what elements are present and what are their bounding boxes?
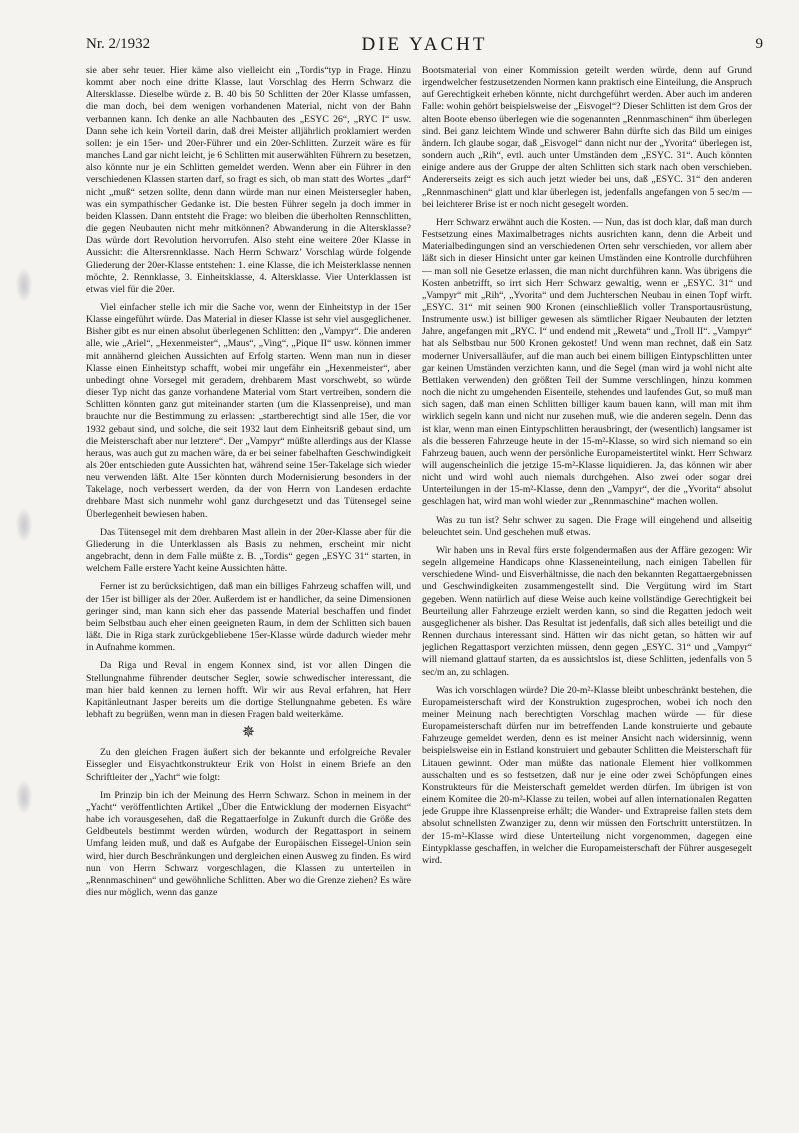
paragraph: Ferner ist zu berücksichtigen, daß man ein billiges Fahrzeug schaffen will, und der 15er ist billiger als der 20er. Außerdem ist er handlicher, da seine Dimensionen geringer sind, man kann sich eher das passende Material beschaffen und findet beim Selbstbau auch eher einen geeigneten Raum, in dem der Schlitten sich bauen läßt. Die in Riga stark zurückgebliebene 15er-Klasse würde dadurch wieder mehr in Aufnahme kommen. bbox=[86, 581, 411, 654]
paragraph: sie aber sehr teuer. Hier käme also vielleicht ein „Tordis“typ in Frage. Hinzu kommt aber noch eine dritte Klasse, laut Vorschlag des Herrn Schwarz die Altersklasse. Dieselbe würde z. B. 40 bis 50 Schlitten der 20er Klasse umfassen, die man doch, bei dem wenigen vorhandenen Material, nicht von der Bahn verbannen kann. Ich denke an alle Nachbauten des „ESYC 26“, „RYC I“ usw. Dann sehe ich kein Vorteil darin, daß drei Meister alljährlich proklamiert werden sollen: je ein 15er- und 20er-Führer und ein 20er-Schlitten. Zurzeit wäre es für manches Land gar nicht leicht, je 6 Schlitten mit auserwählten Führern zu besetzen, also könnte nur je ein Schlitten gemeldet werden. Wenn aber ein Führer in den verschiedenen Klassen starten darf, so fragt es sich, ob man statt des Wortes „darf“ nicht „muß“ setzen sollte, denn dann würde man nur einen Meistersegler haben, was ein sympathischer Gedanke ist. Die besten Führer segeln ja doch immer in beiden Klassen. Dann entsteht die Frage: wo bleiben die überholten Rennschlitten, die gegen Neubauten nicht mehr mitkönnen? Abwanderung in die Altersklasse? Das würde dort Revolution hervorrufen. Also steht eine weitere 20er Klasse in Aussicht: die Altersrennklasse. Nach Herrn Schwarz’ Vorschlag würde folgende Gliederung der 20er-Klasse entstehen: 1. eine Klasse, die ich Meisterklasse nennen möchte, 2. Rennklasse, 3. Einheitsklasse, 4. Altersklasse. Vier Unterklassen ist etwas viel für die 20er. bbox=[86, 65, 411, 295]
punch-hole-mark bbox=[16, 268, 32, 302]
paragraph: Wir haben uns in Reval fürs erste folgendermaßen aus der Affäre gezogen: Wir segeln allgemeine Handicaps ohne Klasseneinteilung, nach einigen Tabellen für verschiedene Wind- und Eisverhältnisse, die nach den bekannten Regattaergebnissen und Geschwindigkeiten zusammengestellt sind. Die Vergütung wird im Start gegeben. Wenn natürlich auf diese Weise auch keine vollständige Gerechtigkeit bei Beurteilung aller Fahrzeuge erzielt werden kann, so sind die Regatten jedoch weit ausgeglichener als bisher. Das Resultat ist jedenfalls, daß sich alles beteiligt und die Rennen durchaus interessant sind. Hätten wir das nicht getan, so hätten wir auf jeglichen Regattasport verzichten müssen, denn gegen „ESYC. 31“ und „Vampyr“ will niemand glattauf starten, da es aussichtslos ist, diese Schlitten, jedenfalls von 5 sec/m an, zu schlagen. bbox=[422, 544, 752, 678]
paragraph: Da Riga und Reval in engem Konnex sind, ist vor allen Dingen die Stellungnahme führender deutscher Segler, sowie schwedischer interessant, die man hier bald kennen zu lernen hofft. Wir wir aus Reval erfahren, hat Herr Kapitänleutnant Jasper bereits um die dortige Stellungnahme gebeten. Es wäre lebhaft zu begrüßen, wenn man in diesen Fragen bald weiterkäme. bbox=[86, 660, 411, 720]
running-header bbox=[86, 36, 763, 58]
section-separator-star: ✵ bbox=[241, 724, 256, 742]
issue-number: Nr. 2/1932 bbox=[86, 36, 151, 52]
paragraph: Was ich vorschlagen würde? Die 20-m²-Klasse bleibt unbeschränkt bestehen, die Europameisterschaft wird der Konstruktion zugesprochen, wobei ich noch den meiner Meinung nach berechtigten Vorschlag machen würde — für diese Europameisterschaft dürfen nur im betreffenden Lande konstruierte und gebaute Fahrzeuge gemeldet werden, denn es ist meiner Ansicht nach widersinnig, wenn beispielsweise ein in Estland konstruiert und gebauter Schlitten die Meisterschaft für Litauen gewinnt. Oder man müßte das nationale Element hier vollkommen ausschalten und es so festsetzen, daß nur je eine oder zwei Schöpfungen eines Konstrukteurs für die Meisterschaft gemeldet werden dürfen. Im übrigen ist von einem Komitee die 20-m²-Klasse zu teilen, wobei auf allen internationalen Regatten jede Gruppe ihre Klassenpreise erhält; die Wander- und Extrapreise fallen stets dem absolut schnellsten Zwanziger zu, denn wir müssen den Fortschritt unterstützen. In der 15-m²-Klasse wird diese Unterteilung nicht vorgenommen, dagegen eine Eintypklasse geschaffen, in welcher die Europameisterschaft der Führer ausgesegelt wird. bbox=[422, 684, 752, 866]
right-column bbox=[422, 65, 752, 1125]
page-number: 9 bbox=[755, 36, 763, 52]
left-column bbox=[86, 65, 411, 1125]
paragraph: Das Tütensegel mit dem drehbaren Mast allein in der 20er-Klasse aber für die Gliederung in die Unterklassen als Basis zu nehmen, erscheint mir nicht angebracht, denn in dem Falle müßte z. B. „Tordis“ gegen „ESYC 31“ starten, in welchem Falle erstere Yacht keine Aussichten hätte. bbox=[86, 526, 411, 575]
paragraph: Im Prinzip bin ich der Meinung des Herrn Schwarz. Schon in meinem in der „Yacht“ veröffentlichten Artikel „Über die Entwicklung der modernen Eisyacht“ habe ich vorausgesehen, daß die Regattaerfolge in Zukunft durch die Größe des Geldbeutels bestimmt werden würden, wodurch der Regattasport in seinem Umfang leiden muß, und daß es Aufgabe der Europäischen Eissegel-Union sein wird, hier durch Beschränkungen und dergleichen einen Ausweg zu finden. Es wird nun von Herrn Schwarz vorgeschlagen, die Klassen zu unterteilen in „Rennmaschinen“ und gewöhnliche Schlitten. Aber wo die Grenze ziehen? Es wäre dies nur möglich, wenn das ganze bbox=[86, 789, 411, 898]
paragraph: Zu den gleichen Fragen äußert sich der bekannte und erfolgreiche Revaler Eissegler und Eisyachtkonstrukteur Erik von Holst in einem Briefe an den Schriftleiter der „Yacht“ wie folgt: bbox=[86, 747, 411, 783]
punch-hole-mark bbox=[16, 780, 32, 814]
paragraph: Herr Schwarz erwähnt auch die Kosten. — Nun, das ist doch klar, daß man durch Festsetzung eines Maximalbetrages nichts ausrichten kann, denn die Arbeit und Materialbedingungen sind an verschiedenen Orten sehr verschieden, vor allem aber läßt sich in dieser Hinsicht unter gar keinen Umständen eine Kontrolle durchführen — man soll nie Gesetze erlassen, die man nicht durchführen kann. Was übrigens die Kosten anbetrifft, so irrt sich Herr Schwarz gewaltig, wenn er „ESYC. 31“ und „Vampyr“ mit „Rih“, „Yvorita“ und dem Juchterschen Neubau in einen Topf wirft. „ESYC. 31“ mit seinen 900 Kronen (einschließlich voller Transportausrüstung, Instrumente usw.) ist billiger gewesen als sämtlicher Rigaer Neubauten der letzten Jahre, angefangen mit „RYC. I“ und endend mit „Reweta“ und „Troll II“. „Vampyr“ hat als Selbstbau nur 500 Kronen gekostet! Und wenn man rechnet, daß ein Satz moderner Universalläufer, auf die man auch bei einem billigen Eintypschlitten unter gar keinen Umständen verzichten kann, und die Segel (man wird ja wohl nicht alte Bettlaken verwenden) den größten Teil der Summe verschlingen, hinzu kommen noch die nicht zu umgehenden Eisenteile, stehendes und laufendes Gut, so muß man sich sagen, daß man einen Schlitten billiger kaum bauen kann, will man mit ihm wirklich segeln kann und nicht nur zusehen muß, wie die anderen segeln. Denn das ist klar, wenn man einen Eintypschlitten herausbringt, der (wesentlich) langsamer ist als die besseren Fahrzeuge heute in der 15-m²-Klasse, so wird sich niemand so ein Fahrzeug bauen, auch wenn der persönliche Europameistertitel winkt. Herr Schwarz will augenscheinlich die jetzige 15-m²-Klasse liquidieren. Ja, das können wir aber nicht und wird wohl auch niemals durchgehen. Also zwei oder sogar drei Unterteilungen in der 15-m²-Klasse, denn den „Vampyr“, der die „Yvorita“ absolut geschlagen hat, wird man wohl wieder zur „Rennmaschine“ machen wollen. bbox=[422, 216, 752, 508]
paragraph: Was zu tun ist? Sehr schwer zu sagen. Die Frage will eingehend und allseitig beleuchtet sein. Und geschehen muß etwas. bbox=[422, 514, 752, 538]
paragraph: Viel einfacher stelle ich mir die Sache vor, wenn der Einheitstyp in der 15er Klasse eingeführt würde. Das Material in dieser Klasse ist sehr viel ausgeglichener. Bisher gibt es nur einen absolut überlegenen Schlitten: den „Vampyr“. Die anderen alle, wie „Ariel“, „Hexenmeister“, „Maus“, „Ving“, „Pique II“ usw. können immer mit annähernd gleichen Aussichten auf Erfolg starten. Wenn man nun in dieser Klasse einen Einheitstyp schafft, wobei mir ungefähr ein „Hexenmeister“, aber unbedingt ohne Vorsegel mit geradem, drehbarem Mast vorschwebt, so würde dieser Typ nicht das ganze vorhandene Material vom Start vertreiben, sondern die Schlitten könnten ganz gut miteinander starten (um die Klassenpreise), und man brauchte nur die Bestimmung zu erlassen: „startberechtigt sind alle 15er, die vor 1932 gebaut sind, und solche, die seit 1932 laut dem Einheitsriß gebaut sind, um die Meisterschaft aber nur letztere“. Der „Vampyr“ müßte allerdings aus der Klasse heraus, was auch gut zu machen wäre, da er bei seiner fabelhaften Geschwindigkeit als 20er entschieden gute Aussichten hat, während seine 15er-Takelage sich wieder neu verwenden läßt. Alte 15er könnten durch Modernisierung besonders in der Takelage, noch verbessert werden, da der von Herrn von Landesen erdachte drehbare Mast sich nunmehr wohl ganz durchgesetzt und das Tütensegel seine Überlegenheit bewiesen haben. bbox=[86, 301, 411, 520]
magazine-title: DIE YACHT bbox=[361, 34, 488, 55]
punch-hole-mark bbox=[16, 508, 32, 542]
paragraph: Bootsmaterial von einer Kommission geteilt werden würde, denn auf Grund irgendwelcher festzusetzenden Normen kann praktisch eine Einteilung, die Anspruch auf Gerechtigkeit erheben könnte, nicht durchgeführt werden. Aber auch im anderen Falle: wohin gehört beispielsweise der „Eisvogel“? Dieser Schlitten ist dem Gros der alten Boote ebenso überlegen wie die sogenannten „Rennmaschinen“ ihm überlegen sind. Bei ganz leichtem Winde und schwerer Bahn dürfte sich das Bild um einiges ändern. Ich glaube sogar, daß „Eisvogel“ dann nicht nur der „Yvorita“ überlegen ist, sondern auch „Rih“, evtl. auch unter Umständen dem „ESYC. 31“. Auch könnten einige andere aus der Gruppe der alten Schlitten sich stark nach oben verschieben. Andererseits zeigt es sich auch jetzt wieder bei uns, daß „ESYC. 31“ den anderen „Rennmaschinen“ glatt und klar überlegen ist, jedenfalls angefangen von 5 sec/m — bei leichterer Brise ist er noch nicht gesegelt worden. bbox=[422, 65, 752, 210]
